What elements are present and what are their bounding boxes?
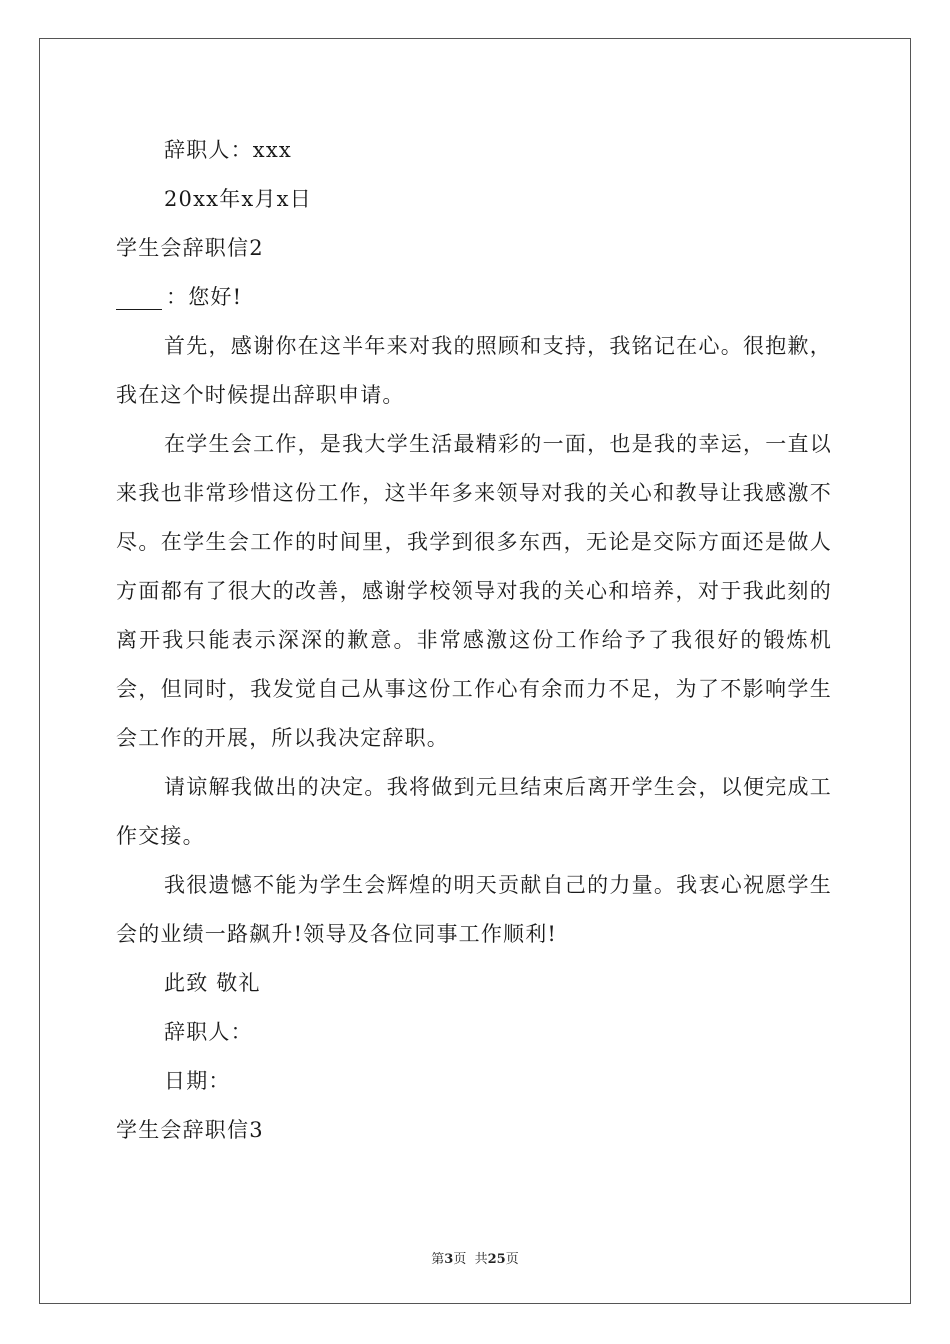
closing-line: 此致 敬礼	[164, 971, 261, 995]
greeting-line	[116, 273, 832, 322]
signature-line: 辞职人：	[164, 1020, 253, 1044]
letter-heading-2: 学生会辞职信2	[116, 236, 264, 260]
paragraph-request: 请谅解我做出的决定。我将做到元旦结束后离开学生会，以便完成工作交接。	[116, 775, 832, 848]
footer-prefix: 第	[431, 1252, 445, 1267]
date-blank-line: 日期：	[164, 1069, 231, 1093]
letter-heading-3: 学生会辞职信3	[116, 1118, 264, 1142]
footer-page-number: 3	[444, 1252, 454, 1267]
recipient-blank	[116, 281, 162, 310]
paragraph-thanks: 首先，感谢你在这半年来对我的照顾和支持，我铭记在心。很抱歉，我在这个时候提出辞职申请。	[116, 334, 832, 407]
footer-mid: 页 共	[453, 1252, 488, 1267]
footer-suffix: 页	[505, 1252, 519, 1267]
paragraph-wishes: 我很遗憾不能为学生会辉煌的明天贡献自己的力量。我衷心祝愿学生会的业绩一路飙升!领导及各位同事工作顺利!	[116, 873, 832, 946]
document-body	[116, 126, 832, 1155]
paragraph-reasons: 在学生会工作，是我大学生活最精彩的一面，也是我的幸运，一直以来我也非常珍惜这份工作，这半年多来领导对我的关心和教导让我感激不尽。在学生会工作的时间里，我学到很多东西，无论是交际方面还是做人方面都有了很大的改善，感谢学校领导对我的关心和培养，对于我此刻的离开我只能表示深深的歉意。非常感激这份工作给予了我很好的锻炼机会，但同时，我发觉自己从事这份工作心有余而力不足，为了不影响学生会工作的开展，所以我决定辞职。	[116, 432, 832, 750]
greeting-text: ：您好!	[166, 285, 243, 309]
footer-total-pages: 25	[487, 1252, 506, 1267]
page-footer	[0, 1248, 950, 1267]
date-line: 20xx年x月x日	[164, 187, 312, 211]
resigner-line: 辞职人：xxx	[164, 138, 292, 162]
